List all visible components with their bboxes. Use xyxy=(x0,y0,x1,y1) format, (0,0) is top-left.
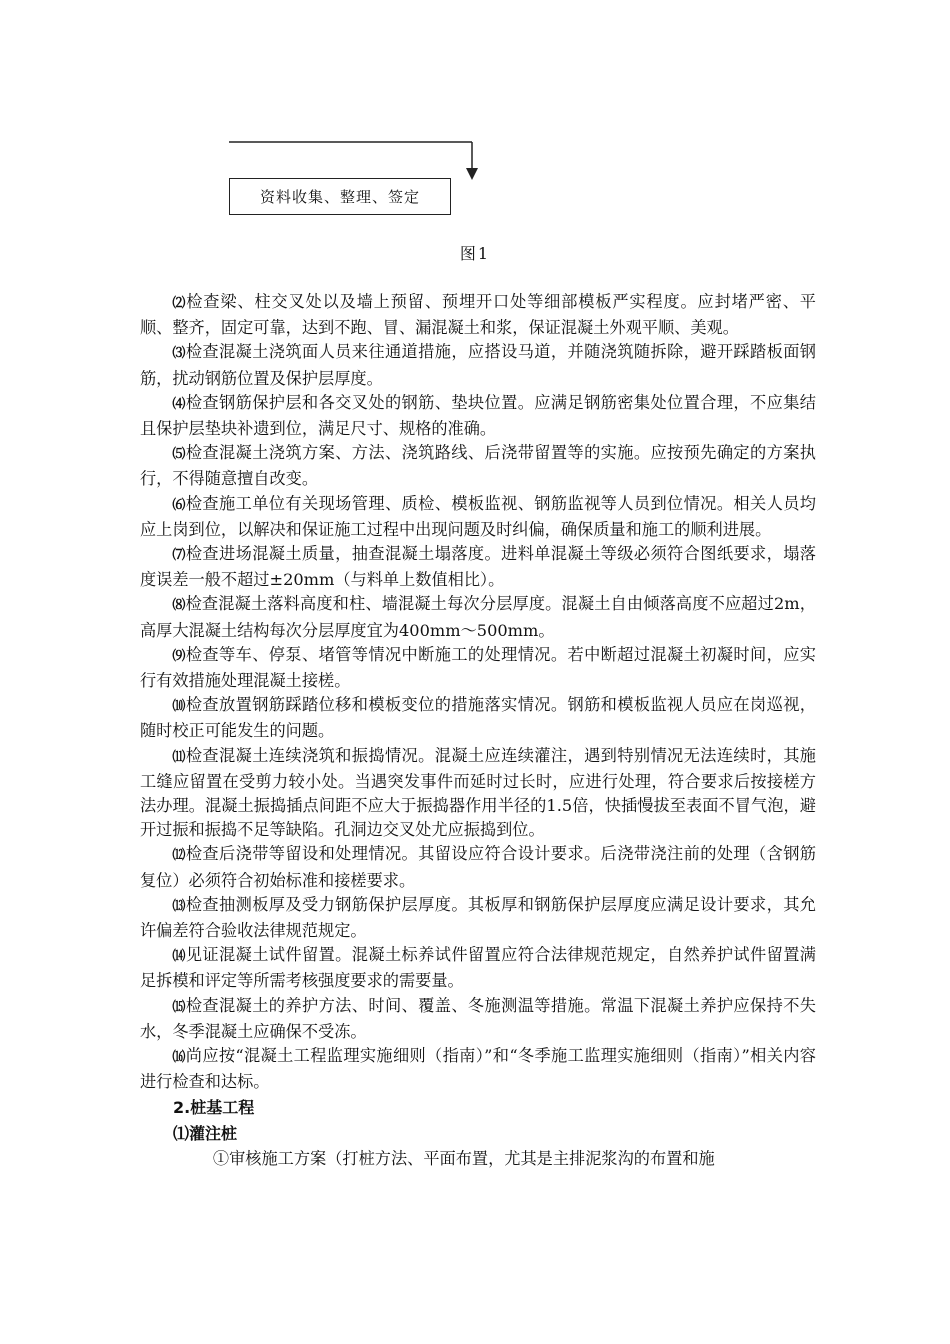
list-item: ⑺检查进场混凝土质量，抽查混凝土塌落度。进料单混凝土等级必须符合图纸要求，塌落度误差一般不超过±20mm（与料单上数值相比）。 xyxy=(140,544,816,590)
flowchart xyxy=(0,0,950,230)
list-item: ⑸检查混凝土浇筑方案、方法、浇筑路线、后浇带留置等的实施。应按预先确定的方案执行，不得随意擅自改变。 xyxy=(140,443,816,489)
list-item: ⑻检查混凝土落料高度和柱、墙混凝土每次分层厚度。混凝土自由倾落高度不应超过2m，高厚大混凝土结构每次分层厚度宜为400mm～500mm。 xyxy=(140,594,816,640)
document-body xyxy=(140,290,816,1171)
list-item: ⑼检查等车、停泵、堵管等情况中断施工的处理情况。若中断超过混凝土初凝时间，应实行有效措施处理混凝土接槎。 xyxy=(140,644,816,691)
list-item: ⑾检查混凝土连续浇筑和振捣情况。混凝土应连续灌注，遇到特别情况无法连续时，其施工缝应留置在受剪力较小处。当遇突发事件而延时过长时，应进行处理，符合要求后按接槎方法办理。混凝土振捣插点间距不应大于振捣器作用半径的1.5倍，快插慢拔至表面不冒气泡，避开过振和振捣不足等缺陷。孔洞边交叉处尤应振捣到位。 xyxy=(140,745,816,840)
list-item: ①审核施工方案（打桩方法、平面布置，尤其是主排泥浆沟的布置和施 xyxy=(212,1148,715,1168)
flowchart-box xyxy=(229,178,451,215)
figure-caption: 图1 xyxy=(459,244,491,263)
list-item: ⑶检查混凝土浇筑面人员来往通道措施，应搭设马道，并随浇筑随拆除，避开踩踏板面钢筋，扰动钢筋位置及保护层厚度。 xyxy=(140,342,816,388)
list-item: ⑷检查钢筋保护层和各交叉处的钢筋、垫块位置。应满足钢筋密集处位置合理，不应集结且保护层垫块补遗到位，满足尺寸、规格的准确。 xyxy=(140,392,816,439)
list-item: ⒁见证混凝土试件留置。混凝土标养试件留置应符合法律规范规定，自然养护试件留置满足拆模和评定等所需考核强度要求的需要量。 xyxy=(140,945,816,991)
subsection-heading: ⑴灌注桩 xyxy=(173,1123,238,1143)
section-heading: 2.桩基工程 xyxy=(173,1097,255,1117)
list-item: ⑵检查梁、柱交叉处以及墙上预留、预埋开口处等细部模板严实程度。应封堵严密、平顺、整齐，固定可靠，达到不跑、冒、漏混凝土和浆，保证混凝土外观平顺、美观。 xyxy=(140,292,816,338)
arrow-down-icon xyxy=(466,168,478,180)
list-item: ⑿检查后浇带等留设和处理情况。其留设应符合设计要求。后浇带浇注前的处理（含钢筋复位）必须符合初始标准和接槎要求。 xyxy=(140,844,816,890)
list-item: ⑹检查施工单位有关现场管理、质检、模板监视、钢筋监视等人员到位情况。相关人员均应上岗到位，以解决和保证施工过程中出现问题及时纠偏，确保质量和施工的顺利进展。 xyxy=(140,493,816,539)
flowchart-box-label: 资料收集、整理、签定 xyxy=(259,188,420,206)
list-item: ⒂检查混凝土的养护方法、时间、覆盖、冬施测温等措施。常温下混凝土养护应保持不失水，冬季混凝土应确保不受冻。 xyxy=(140,995,816,1041)
list-item: ⒃尚应按“混凝土工程监理实施细则（指南）”和“冬季施工监理实施细则（指南）”相关内容进行检查和达标。 xyxy=(140,1046,816,1092)
flowchart-connector xyxy=(0,0,950,230)
list-item: ⑽检查放置钢筋踩踏位移和模板变位的措施落实情况。钢筋和模板监视人员应在岗巡视，随时校正可能发生的问题。 xyxy=(140,695,816,741)
list-item: ⒀检查抽测板厚及受力钢筋保护层厚度。其板厚和钢筋保护层厚度应满足设计要求，其允许偏差符合验收法律规范规定。 xyxy=(140,894,816,941)
